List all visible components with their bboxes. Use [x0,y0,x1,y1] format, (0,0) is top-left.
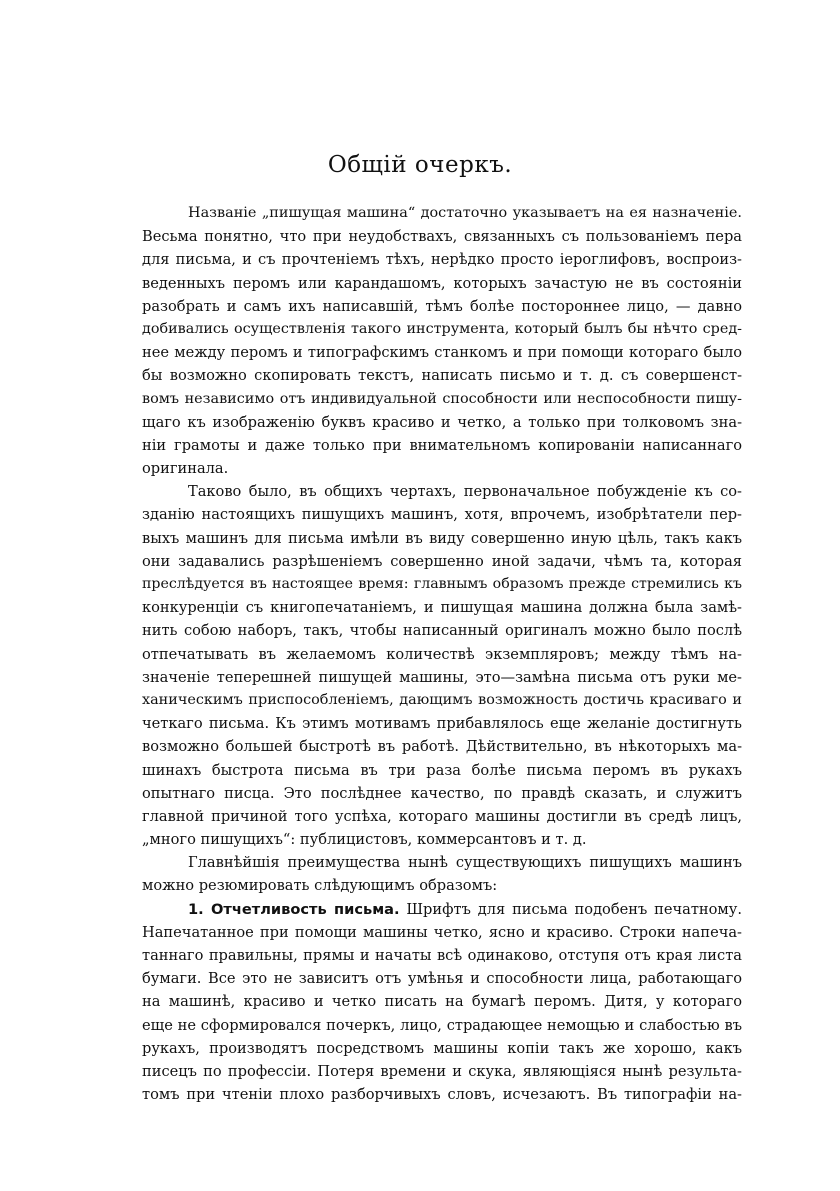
text-line: писецъ по профессіи. Потеря времени и скука, являющіяся нынѣ результа- [142,1062,742,1080]
text-line: зданію настоящихъ пишущихъ машинъ, хотя, впрочемъ, изобрѣтатели пер- [142,506,742,524]
text-line: преслѣдуется въ настоящее время: главнымъ образомъ прежде стремились къ [142,576,742,592]
text-line: рукахъ, производятъ посредствомъ машины копіи такъ же хорошо, какъ [142,1039,742,1057]
text-line: таннаго правильны, прямы и начаты всѣ одинаково, отступя отъ края листа [142,947,742,964]
text-line: конкуренціи съ книгопечатаніемъ, и пишущая машина должна была замѣ- [142,599,742,617]
text-line: бумаги. Все это не зависитъ отъ умѣнья и способности лица, работающаго [142,970,742,988]
text-line: томъ при чтеніи плохо разборчивыхъ словъ, исчезаютъ. Въ типографіи на- [142,1086,742,1104]
text-line: Названіе „пишущая машина“ достаточно указываетъ на ея назначеніе. [188,205,742,221]
text-line: можно резюмировать слѣдующимъ образомъ: [142,877,498,895]
text-line: значеніе теперешней пишущей машины, это—замѣна письма отъ руки ме- [142,668,742,686]
text-line: бы возможно скопировать текстъ, написать письмо и т. д. съ совершенст- [142,367,742,385]
text-line: Главнѣйшія преимущества нынѣ существующихъ пишущихъ машинъ [188,854,742,872]
text-line: ханическимъ приспособленіемъ, дающимъ возможность достичь красиваго и [142,691,742,708]
text-line: Весьма понятно, что при неудобствахъ, связанныхъ съ пользованіемъ пера [142,228,742,246]
text-line: шинахъ быстрота письма въ три раза болѣе письма перомъ въ рукахъ [142,761,742,779]
text-line: нить собою наборъ, такъ, чтобы написанный оригиналъ можно было послѣ [142,622,742,640]
text-line: веденныхъ перомъ или карандашомъ, которыхъ зачастую не въ состояніи [142,274,742,292]
text-line: главной причиной того успѣха, котораго машины достигли въ средѣ лицъ, [142,807,742,825]
text-line: выхъ машинъ для письма имѣли въ виду совершенно иную цѣль, такъ какъ [142,529,742,547]
page-title: Общій очеркъ. [327,152,513,178]
text-line: вомъ независимо отъ индивидуальной способности или неспособности пишу- [142,390,742,407]
text-fragment: Шрифтъ для письма подобенъ печатному. [406,900,742,918]
text-line: Напечатанное при помощи машины четко, ясно и красиво. Строки напеча- [142,923,742,941]
text-line: опытнаго писца. Это послѣднее качество, по правдѣ сказать, и служитъ [142,784,742,802]
text-line: для письма, и съ прочтеніемъ тѣхъ, нерѣдко просто іероглифовъ, воспроиз- [142,251,742,269]
text-line: „много пишущихъ“: публицистовъ, коммерсантовъ и т. д. [142,831,587,849]
text-line: Таково было, въ общихъ чертахъ, первоначальное побужденіе къ со- [188,483,742,501]
text-line: возможно большей быстротѣ въ работѣ. Дѣйствительно, въ нѣкоторыхъ ма- [142,738,742,756]
text-line: разобрать и самъ ихъ написавшій, тѣмъ болѣе постороннее лицо, — давно [142,297,742,315]
text-line: добивались осуществленія такого инструмента, который былъ бы нѣчто сред- [142,320,742,337]
text-line: ніи грамоты и даже только при внимательномъ копированіи написаннаго [142,436,742,454]
text-line: на машинѣ, красиво и четко писать на бумагѣ перомъ. Дитя, у котораго [142,993,742,1011]
numbered-item-line [142,898,742,921]
text-line: щаго къ изображенію буквъ красиво и четко, а только при толковомъ зна- [142,413,742,431]
text-line: нее между перомъ и типографскимъ станкомъ и при помощи котораго было [142,344,742,362]
text-line: четкаго письма. Къ этимъ мотивамъ прибавлялось еще желаніе достигнуть [142,715,742,733]
body-text [142,202,742,1106]
text-line: отпечатывать въ желаемомъ количествѣ экземпляровъ; между тѣмъ на- [142,645,742,663]
text-line: еще не сформировался почеркъ, лицо, страдающее немощью и слабостью въ [142,1016,742,1034]
text-line: оригинала. [142,460,229,478]
text-line: они задавались разрѣшеніемъ совершенно иной задачи, чѣмъ та, которая [142,552,742,570]
numbered-heading: 1. Отчетливость письма. [188,900,400,918]
